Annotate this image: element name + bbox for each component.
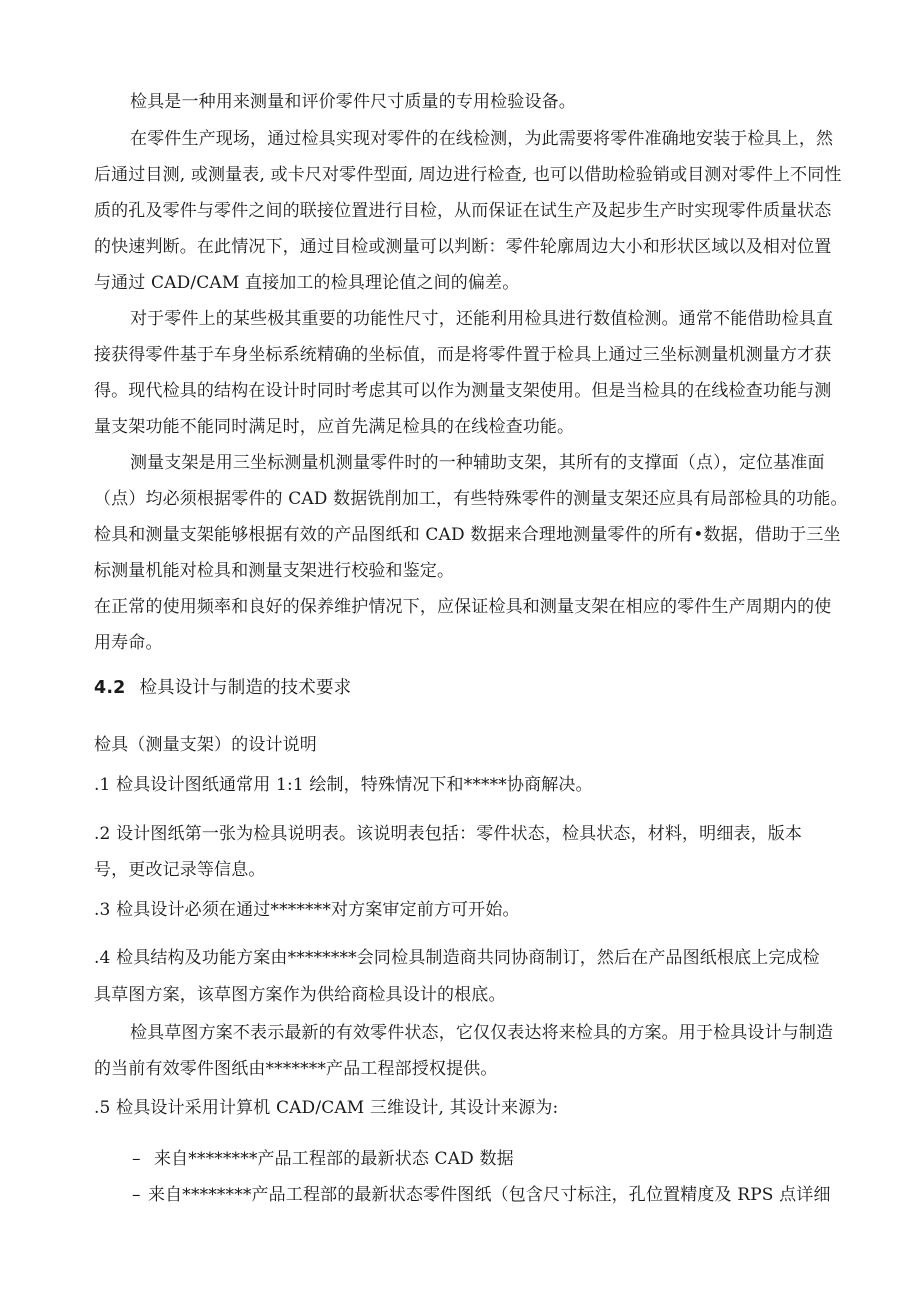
paragraph-online-check-line-1: 在零件生产现场，通过检具实现对零件的在线检测，为此需要将零件准确地安装于检具上，然 (130, 129, 834, 149)
paragraph-measure-support-line-3: 检具和测量支架能够根据有效的产品图纸和 CAD 数据来合理地测量零件的所有•数据，借助于三坐 (94, 525, 841, 545)
paragraph-online-check-line-3: 质的孔及零件与零件之间的联接位置进行目检，从而保证在试生产及起步生产时实现零件质量状态 (94, 201, 832, 221)
paragraph-numeric-check-line-3: 得。现代检具的结构在设计时同时考虑其可以作为测量支架使用。但是当检具的在线检查功能与测 (94, 381, 832, 401)
item-5: .5 检具设计采用计算机 CAD/CAM 三维设计, 其设计来源为: (94, 1098, 559, 1118)
section-heading (94, 676, 834, 700)
note-line-2: 的当前有效零件图纸由*******产品工程部授权提供。 (94, 1059, 498, 1079)
paragraph-online-check-line-2: 后通过目测, 或测量表, 或卡尺对零件型面, 周边进行检查, 也可以借助检验销或目测对零件上不同性 (94, 165, 842, 185)
design-subheading: 检具（测量支架）的设计说明 (94, 735, 317, 755)
section-number: 4.2 (94, 678, 126, 698)
paragraph-service-life-line-2: 用寿命。 (94, 633, 163, 653)
source-list-item-1-text: 来自********产品工程部的最新状态 CAD 数据 (154, 1149, 514, 1169)
source-list-item-2-text: 来自********产品工程部的最新状态零件图纸（包含尺寸标注，孔位置精度及 RPS 点详细 (148, 1185, 831, 1205)
note-line-1: 检具草图方案不表示最新的有效零件状态，它仅仅表达将来检具的方案。用于检具设计与制造 (130, 1023, 834, 1043)
paragraph-intro: 检具是一种用来测量和评价零件尺寸质量的专用检验设备。 (130, 92, 576, 112)
paragraph-numeric-check-line-1: 对于零件上的某些极其重要的功能性尺寸，还能利用检具进行数值检测。通常不能借助检具直 (130, 309, 834, 329)
paragraph-numeric-check-line-2: 接获得零件基于车身坐标系统精确的坐标值，而是将零件置于检具上通过三坐标测量机测量方才获 (94, 345, 832, 365)
paragraph-numeric-check-line-4: 量支架功能不能同时满足时，应首先满足检具的在线检查功能。 (94, 417, 575, 437)
section-title: 检具设计与制造的技术要求 (139, 678, 352, 698)
paragraph-service-life-line-1: 在正常的使用频率和良好的保养维护情况下，应保证检具和测量支架在相应的零件生产周期内的使 (94, 597, 832, 617)
item-2-line-1: .2 设计图纸第一张为检具说明表。该说明表包括：零件状态，检具状态，材料，明细表，版本 (94, 824, 803, 844)
item-3: .3 检具设计必须在通过*******对方案审定前方可开始。 (94, 900, 520, 920)
paragraph-measure-support-line-4: 标测量机能对检具和测量支架进行校验和鉴定。 (94, 561, 455, 581)
paragraph-online-check-line-4: 的快速判断。在此情况下，通过目检或测量可以判断：零件轮廓周边大小和形状区域以及相对位置 (94, 237, 832, 257)
source-list-item-2 (132, 1183, 872, 1207)
paragraph-measure-support-line-2: （点）均必须根据零件的 CAD 数据铣削加工，有些特殊零件的测量支架还应具有局部检具的功能。 (94, 489, 848, 509)
paragraph-online-check-line-5: 与通过 CAD/CAM 直接加工的检具理论值之间的偏差。 (94, 273, 520, 293)
paragraph-measure-support-line-1: 测量支架是用三坐标测量机测量零件时的一种辅助支架，其所有的支撑面（点），定位基准面 (130, 453, 825, 473)
source-list-item-1 (132, 1147, 872, 1171)
item-4-line-1: .4 检具结构及功能方案由********会同检具制造商共同协商制订，然后在产品图纸根底上完成检 (94, 948, 820, 968)
item-1: .1 检具设计图纸通常用 1:1 绘制，特殊情况下和*****协商解决。 (94, 775, 593, 795)
dash-bullet: – (132, 1185, 141, 1205)
dash-bullet: – (132, 1149, 141, 1169)
item-2-line-2: 号，更改记录等信息。 (94, 860, 266, 880)
item-4-line-2: 具草图方案，该草图方案作为供给商检具设计的根底。 (94, 985, 506, 1005)
